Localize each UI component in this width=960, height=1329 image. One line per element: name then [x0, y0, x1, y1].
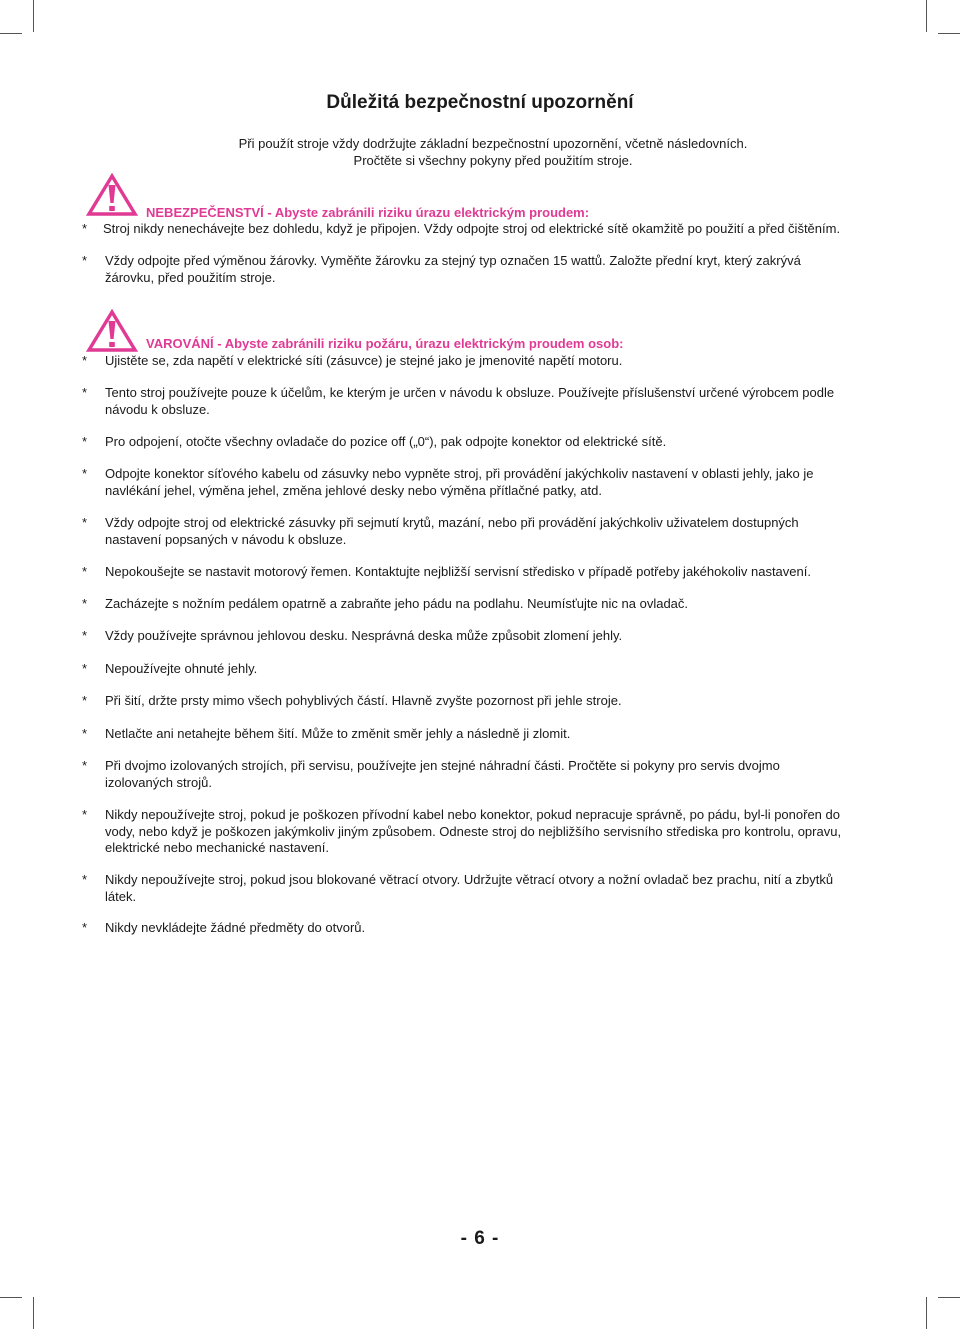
crop-mark	[33, 1297, 34, 1329]
item-line: žárovku, před použitím stroje.	[105, 269, 276, 285]
item-line: látek.	[105, 888, 137, 904]
bullet-marker: *	[82, 726, 88, 741]
page-title: Důležitá bezpečnostní upozornění	[326, 92, 634, 113]
bullet-marker: *	[82, 872, 88, 887]
item-line: nastavení popsaných v návodu k obsluze.	[105, 531, 347, 547]
intro-text	[0, 136, 960, 169]
bullet-marker: *	[82, 385, 88, 400]
crop-mark	[0, 33, 22, 34]
intro-line: Při použít stroje vždy dodržujte základní bezpečnostní upozornění, včetně následovních.	[238, 136, 748, 151]
bullet-marker: *	[82, 466, 88, 481]
crop-mark	[33, 0, 34, 32]
bullet-marker: *	[82, 758, 88, 773]
bullet-marker: *	[82, 515, 88, 530]
item-line: Vždy používejte správnou jehlovou desku. Nesprávná deska může způsobit zlomení jehly.	[105, 628, 623, 643]
bullet-marker: *	[82, 564, 88, 579]
bullet-marker: *	[82, 807, 88, 822]
warning-triangle-icon	[86, 172, 138, 216]
item-line: návodu k obsluze.	[105, 401, 210, 417]
bullet-marker: *	[82, 596, 88, 611]
item-line: navlékání jehel, výměna jehel, změna jehlové desky nebo výměna přítlačné patky, atd.	[105, 482, 602, 498]
crop-mark	[938, 33, 960, 34]
item-line: Odpojte konektor síťového kabelu od zásuvky nebo vypněte stroj, při provádění jakýchkoliv nastavení v oblasti jehly, jako je	[105, 466, 814, 481]
warning-heading: VAROVÁNÍ - Abyste zabránili riziku požáru, úrazu elektrickým proudem osob:	[146, 336, 624, 351]
item-line: Nikdy nepoužívejte stroj, pokud jsou blokované větrací otvory. Udržujte větrací otvory a nožní ovladač bez prachu, nití a zbytků	[105, 872, 834, 887]
item-line: Ujistěte se, zda napětí v elektrické síti (zásuvce) je stejné jako je jmenovité napětí motoru.	[105, 353, 623, 368]
item-line: Nepokoušejte se nastavit motorový řemen. Kontaktujte nejbližší servisní středisko v případě potřeby jakéhokoliv nastavení.	[105, 564, 811, 579]
danger-heading: NEBEZPEČENSTVÍ - Abyste zabránili riziku úrazu elektrickým proudem:	[146, 205, 590, 220]
item-line: Netlačte ani netahejte během šití. Může to změnit směr jehly a následně ji zlomit.	[105, 726, 571, 741]
item-line: Stroj nikdy nenechávejte bez dohledu, když je připojen. Vždy odpojte stroj od elektrické sítě okamžitě po použití a před čištěním.	[103, 221, 841, 236]
intro-line: Pročtěte si všechny pokyny před použitím stroje.	[353, 152, 633, 168]
item-line: vody, nebo když je poškozen jakýmkoliv jiným způsobem. Odneste stroj do nejbližšího servisního střediska pro kontrolu, opravu,	[105, 823, 842, 839]
crop-mark	[926, 1297, 927, 1329]
bullet-marker: *	[82, 920, 88, 935]
bullet-marker: *	[82, 253, 88, 268]
item-line: Zacházejte s nožním pedálem opatrně a zabraňte jeho pádu na podlahu. Neumísťujte nic na ovladač.	[105, 596, 689, 611]
item-line: Tento stroj používejte pouze k účelům, ke kterým je určen v návodu k obsluze. Používejte příslušenství určené výrobcem podle	[105, 385, 835, 400]
crop-mark	[926, 0, 927, 32]
bullet-marker: *	[82, 693, 88, 708]
bullet-marker: *	[82, 628, 88, 643]
item-line: Při dvojmo izolovaných strojích, při servisu, používejte jen stejné náhradní části. Pročtěte si pokyny pro servis dvojmo	[105, 758, 780, 773]
warning-triangle-icon	[86, 308, 138, 352]
bullet-marker: *	[82, 353, 88, 368]
item-line: Nikdy nepoužívejte stroj, pokud je poškozen přívodní kabel nebo konektor, pokud nepracuje správně, po pádu, byl-li ponořen do	[105, 807, 840, 822]
item-line: Nepoužívejte ohnuté jehly.	[105, 661, 258, 676]
bullet-marker: *	[82, 434, 88, 449]
item-line: elektrické nebo mechanické nastavení.	[105, 840, 330, 855]
item-line: Pro odpojení, otočte všechny ovladače do pozice off („0“), pak odpojte konektor od elektrické sítě.	[105, 434, 667, 449]
item-line: Vždy odpojte stroj od elektrické zásuvky při sejmutí krytů, mazání, nebo při provádění jakýchkoliv uživatelem dostupných	[105, 515, 799, 530]
crop-mark	[0, 1297, 22, 1298]
bullet-marker: *	[82, 661, 88, 676]
item-line: Při šití, držte prsty mimo všech pohyblivých částí. Hlavně zvyšte pozornost při jehle stroje.	[105, 693, 622, 708]
crop-mark	[938, 1297, 960, 1298]
bullet-marker: *	[82, 221, 88, 236]
item-line: Nikdy nevkládejte žádné předměty do otvorů.	[105, 920, 366, 935]
item-line: Vždy odpojte před výměnou žárovky. Vyměňte žárovku za stejný typ označen 15 wattů. Založte přední kryt, který zakrývá	[105, 253, 801, 268]
page-number: - 6 -	[460, 1228, 500, 1249]
item-line: izolovaných strojů.	[105, 774, 212, 790]
